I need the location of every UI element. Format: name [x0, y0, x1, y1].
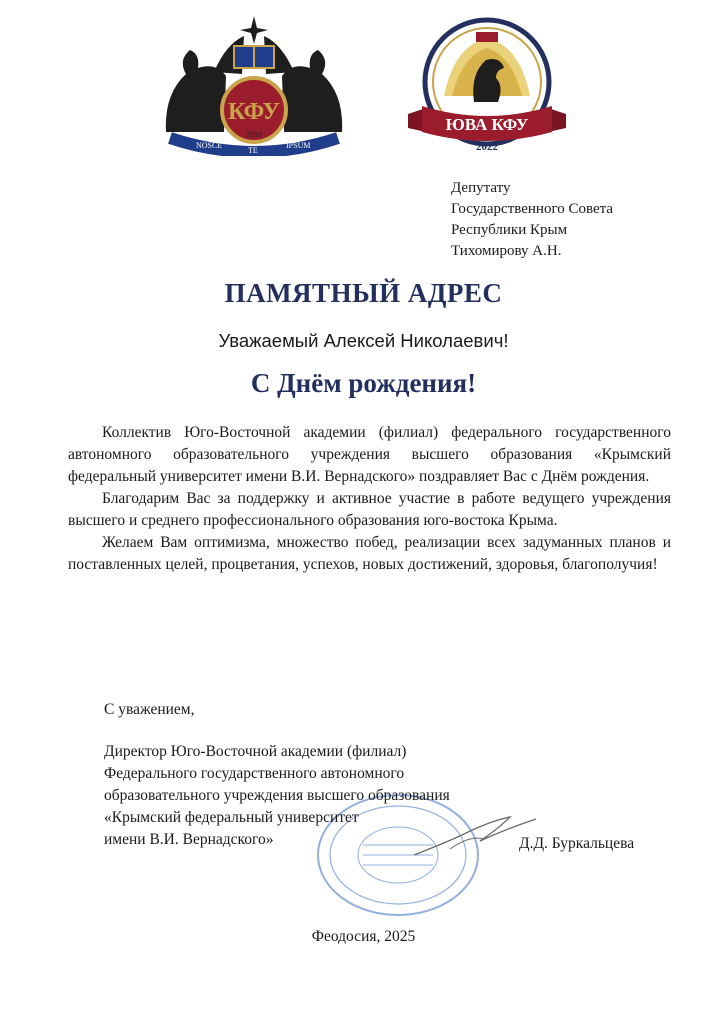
letter-body — [68, 422, 671, 576]
birthday-greeting: С Днём рождения! — [250, 368, 477, 398]
place-date: Феодосия, 2025 — [311, 928, 416, 945]
signature-line: «Крымский федеральный университет — [104, 809, 359, 826]
document-title: ПАМЯТНЫЙ АДРЕС — [224, 278, 503, 308]
addressee-line: Государственного Совета — [451, 201, 614, 217]
body-paragraph: Желаем Вам оптимизма, множество побед, реализации всех задуманных планов и поставленных целей, процветания, успехов, новых достижений, здоровья, благополучия! — [68, 534, 671, 573]
salutation: Уважаемый Алексей Николаевич! — [218, 330, 509, 351]
left-griffin-icon — [166, 50, 226, 132]
svg-text:КФУ: КФУ — [227, 99, 281, 125]
regards-line: С уважением, — [104, 701, 195, 718]
body-paragraph: Коллектив Юго-Восточной академии (филиал) федерального государственного автономного образовательного учреждения высшего образования «Крымский федеральный университет имени В.И. Вернадского» поздравляет Вас с Днём рождения. — [68, 424, 671, 485]
right-griffin-icon — [282, 50, 342, 132]
addressee-line: Республики Крым — [451, 222, 568, 238]
svg-text:ЮВА КФУ: ЮВА КФУ — [445, 115, 529, 134]
yuva-kfu-logo — [404, 16, 570, 156]
signature-line: имени В.И. Вернадского» — [104, 831, 274, 848]
svg-text:1918: 1918 — [246, 130, 262, 139]
addressee-line: Депутату — [451, 180, 511, 196]
signer-name: Д.Д. Буркальцева — [519, 835, 635, 852]
kfu-crest-logo — [156, 14, 352, 156]
star-icon — [240, 16, 268, 44]
svg-text:IPSUM: IPSUM — [286, 141, 311, 150]
body-paragraph: Благодарим Вас за поддержку и активное участие в работе ведущего учреждения высшего и среднего профессионального образования юго-востока Крыма. — [68, 490, 671, 529]
addressee-block — [451, 178, 613, 262]
signature-block — [104, 741, 450, 851]
signature-line: Директор Юго-Восточной академии (филиал) — [104, 743, 407, 760]
svg-text:NOSCE: NOSCE — [196, 141, 223, 150]
signature-line: образовательного учреждения высшего образования — [104, 787, 450, 804]
signature-line: Федерального государственного автономного — [104, 765, 405, 782]
svg-text:TE: TE — [248, 146, 258, 155]
addressee-line: Тихомирову А.Н. — [451, 243, 562, 259]
svg-text:2022: 2022 — [476, 141, 498, 153]
